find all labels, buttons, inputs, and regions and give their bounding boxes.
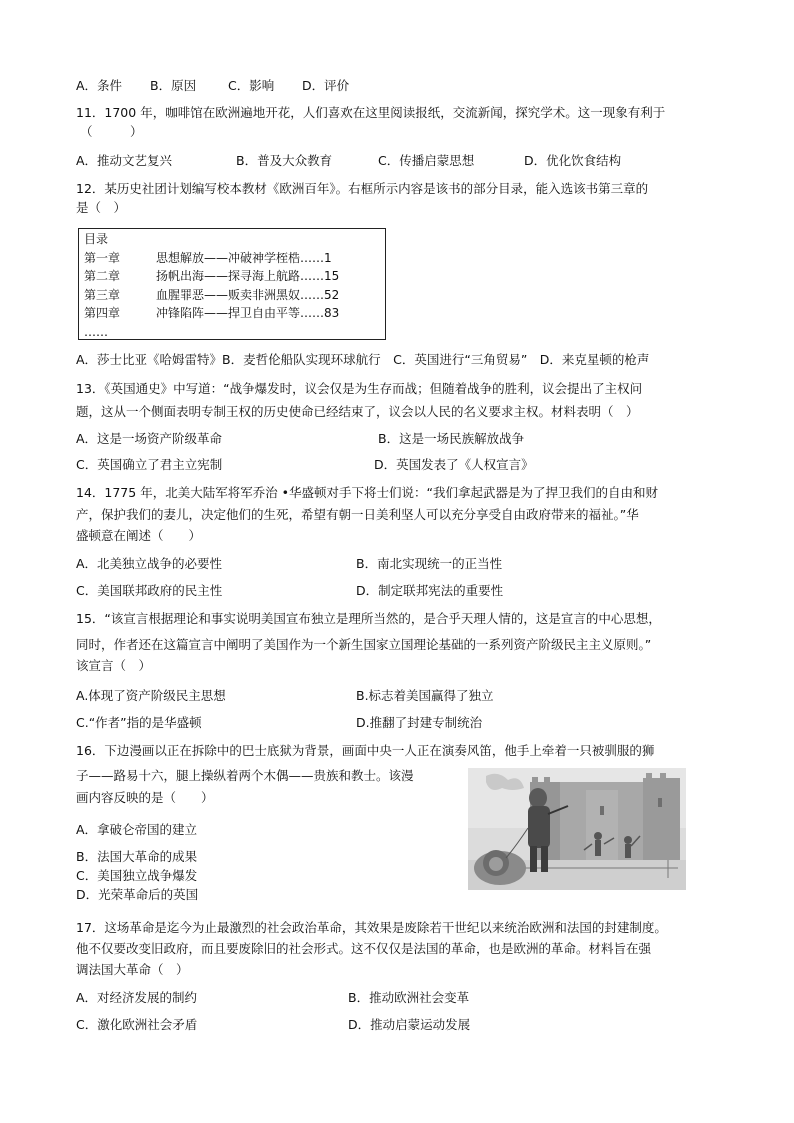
- q15-option-a: A.体现了资产阶级民主思想: [76, 688, 226, 703]
- q14-option-b: B．南北实现统一的正当性: [356, 556, 503, 571]
- q16-option-a: A．拿破仑帝国的建立: [76, 822, 198, 837]
- toc-chapter: 第二章: [84, 269, 121, 283]
- q15-stem: 15．“该宣言根据理论和事实说明美国宣布独立是理所当然的，是合乎天理人情的，这是宣言的中心思想，: [76, 611, 661, 626]
- q14-option-a: A．北美独立战争的必要性: [76, 556, 223, 571]
- q12-stem: 12．某历史社团计划编写校本教材《欧洲百年》。右框所示内容是该书的部分目录，能入选该书第三章的: [76, 181, 649, 196]
- toc-chapter: 第一章: [84, 250, 121, 265]
- toc-chapter: 第四章: [84, 306, 121, 320]
- q10-option-d: D．评价: [302, 78, 350, 93]
- q16-stem: 16．下边漫画以正在拆除中的巴士底狱为背景，画面中央一人正在演奏风笛，他手上牵着一只被驯服的狮: [76, 743, 655, 758]
- toc-ellipsis: ……: [84, 324, 108, 339]
- q17-stem-cont: 他不仅要改变旧政府，而且要废除旧的社会形式。这不仅仅是法国的革命，也是欧洲的革命。材料旨在强: [76, 941, 652, 956]
- q10-option-a: A．条件: [76, 78, 123, 93]
- q16-option-b: B．法国大革命的成果: [76, 849, 198, 864]
- toc-row: [84, 304, 380, 323]
- q15-stem-cont: 同时，作者还在这篇宣言中阐明了美国作为一个新生国家立国理论基础的一系列资产阶级民主主义原则。”: [76, 637, 652, 652]
- q13-stem-cont: 题，这从一个侧面表明专制王权的历史使命已经结束了，议会以人民的名义要求主权。材料表明（ ）: [76, 404, 639, 419]
- q17-option-b: B．推动欧洲社会变革: [348, 990, 470, 1005]
- q16-option-c: C．美国独立战争爆发: [76, 868, 198, 883]
- q14-stem: 14．1775 年，北美大陆军将军乔治 •华盛顿对手下将士们说：“我们拿起武器是为了捍卫我们的自由和财: [76, 485, 659, 500]
- toc-entry: 血腥罪恶——贩卖非洲黑奴……52: [156, 287, 340, 302]
- q14-stem-cont: 盛顿意在阐述（ ）: [76, 528, 202, 543]
- q14-option-d: D．制定联邦宪法的重要性: [356, 583, 504, 598]
- q10-option-b: B．原因: [150, 78, 197, 93]
- q11-option-d: D．优化饮食结构: [524, 153, 622, 168]
- q13-option-a: A．这是一场资产阶级革命: [76, 431, 223, 446]
- q16-stem-cont: 子——路易十六，腿上操纵着两个木偶——贵族和教士。该漫: [76, 768, 414, 783]
- toc-entry: 冲锋陷阵——捍卫自由平等……83: [156, 306, 340, 320]
- q15-option-d: D.推翻了封建专制统治: [356, 715, 483, 730]
- toc-title: 目录: [84, 232, 109, 246]
- q13-option-d: D．英国发表了《人权宣言》: [374, 457, 534, 472]
- q12-options: A．莎士比亚《哈姆雷特》B．麦哲伦船队实现环球航行 C．英国进行“三角贸易” D．来克星顿的枪声: [76, 352, 650, 367]
- q14-stem-cont: 产，保护我们的妻儿，决定他们的生死，希望有朝一日美利坚人可以充分享受自由政府带来的福祉。”华: [76, 507, 639, 522]
- q15-option-b: B.标志着美国赢得了独立: [356, 688, 494, 703]
- toc-row: [84, 267, 380, 286]
- q13-option-c: C．英国确立了君主立宪制: [76, 457, 223, 472]
- toc-chapter: 第三章: [84, 287, 121, 302]
- q17-stem: 17．这场革命是迄今为止最激烈的社会政治革命，其效果是废除若干世纪以来统治欧洲和法国的封建制度。: [76, 920, 667, 935]
- q17-option-d: D．推动启蒙运动发展: [348, 1017, 471, 1032]
- q11-option-b: B．普及大众教育: [236, 153, 333, 168]
- q16-stem-cont: 画内容反映的是（ ）: [76, 790, 214, 805]
- bastille-cartoon-image: [468, 768, 686, 890]
- toc-entry: 思想解放——冲破神学桎梏……1: [156, 250, 332, 265]
- toc-entry: 扬帆出海——探寻海上航路……15: [156, 269, 340, 283]
- q11-option-a: A．推动文艺复兴: [76, 153, 173, 168]
- q12-stem-cont: 是（ ）: [76, 200, 127, 215]
- q17-option-a: A．对经济发展的制约: [76, 990, 198, 1005]
- q16-option-d: D．光荣革命后的英国: [76, 887, 199, 902]
- q15-option-c: C.“作者”指的是华盛顿: [76, 715, 202, 730]
- q11-option-c: C．传播启蒙思想: [378, 153, 475, 168]
- q14-option-c: C．美国联邦政府的民主性: [76, 583, 223, 598]
- q15-stem-cont: 该宣言（ ）: [76, 658, 152, 673]
- q13-stem: 13．《英国通史》中写道：“战争爆发时，议会仅是为生存而战；但随着战争的胜利，议会提出了主权问: [76, 381, 643, 396]
- toc-row: [84, 249, 380, 268]
- q11-answer-blank: （ ）: [80, 124, 143, 139]
- q13-option-b: B．这是一场民族解放战争: [378, 431, 525, 446]
- table-of-contents-box: [78, 228, 386, 340]
- q17-option-c: C．激化欧洲社会矛盾: [76, 1017, 198, 1032]
- q11-stem: 11．1700 年，咖啡馆在欧洲遍地开花，人们喜欢在这里阅读报纸，交流新闻，探究学术。这一现象有利于: [76, 105, 666, 120]
- q10-option-c: C．影响: [228, 78, 275, 93]
- cartoon-drawing: [468, 768, 686, 890]
- q17-stem-cont: 调法国大革命（ ）: [76, 962, 189, 977]
- toc-row: [84, 286, 380, 305]
